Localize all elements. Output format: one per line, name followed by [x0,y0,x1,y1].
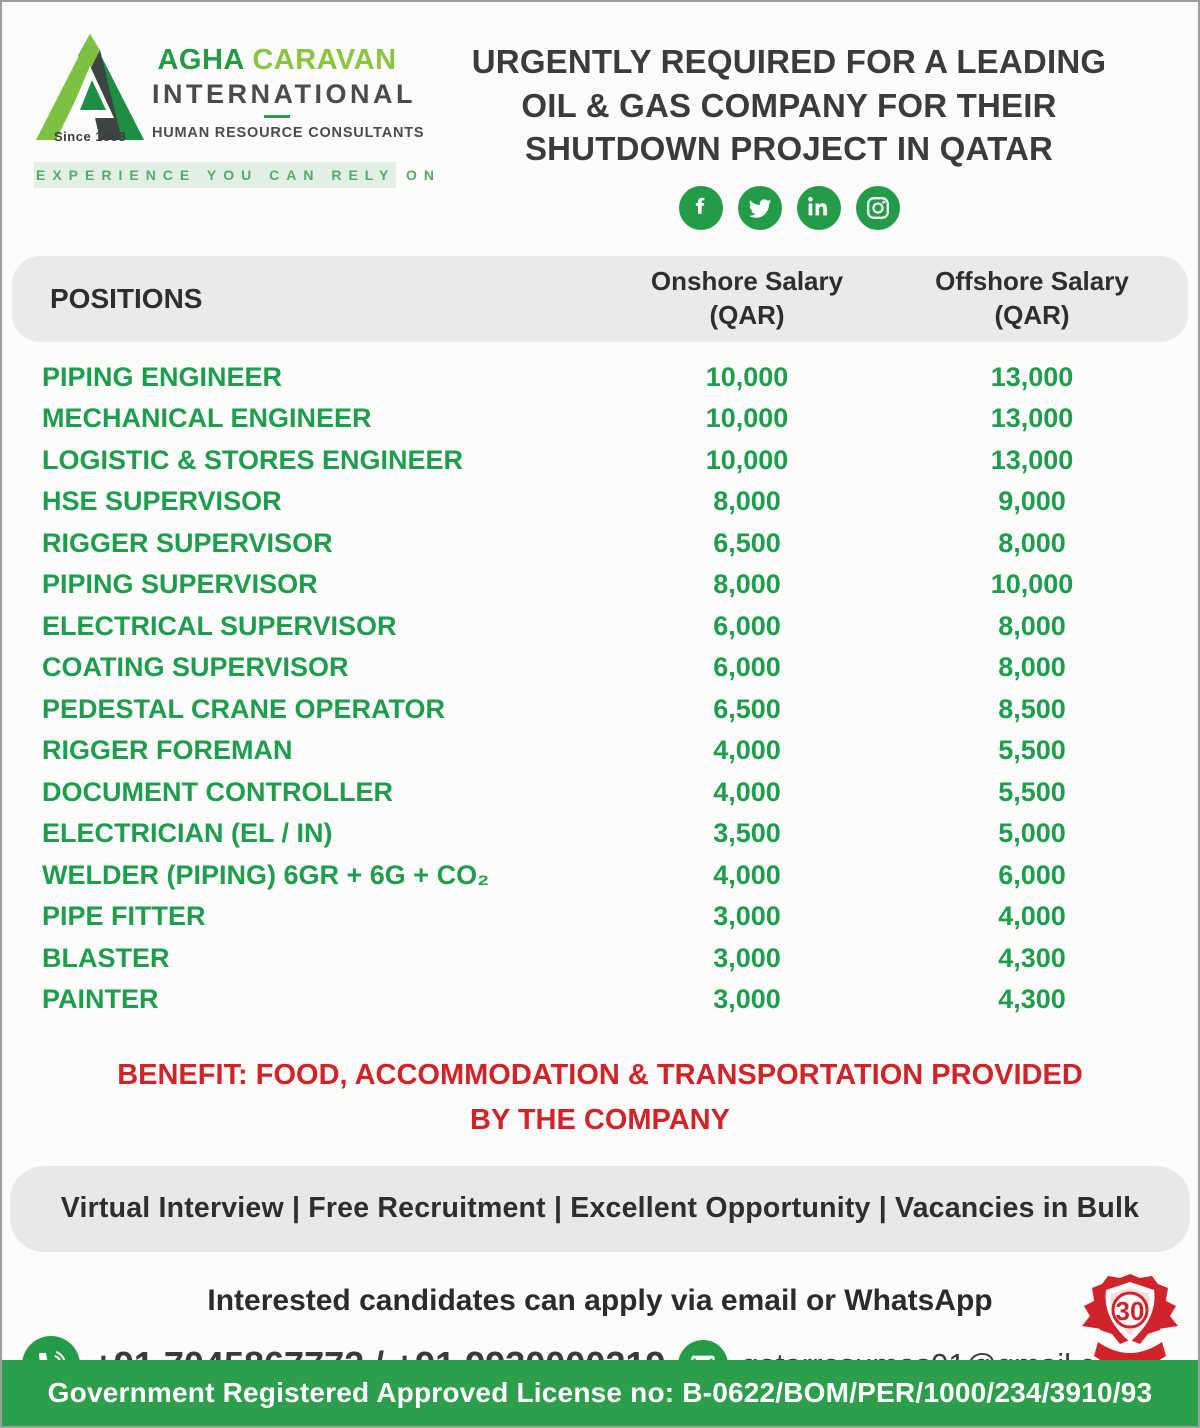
position-cell: PEDESTAL CRANE OPERATOR [42,693,446,724]
positions-table-body [12,357,1188,1021]
benefit-text [2,1053,1198,1143]
brand-logo-row [34,32,425,154]
table-header-onshore-line1: Onshore Salary [650,265,844,296]
position-cell: HSE SUPERVISOR [42,486,282,517]
position-cell: ELECTRICIAN (EL / IN) [42,818,333,849]
table-row [12,523,1188,565]
onshore-salary-cell: 6,000 [713,652,781,683]
onshore-salary-cell: 4,000 [713,859,781,890]
title-block [406,32,1172,230]
license-bar: Government Registered Approved License no: B-0622/BOM/PER/1000/234/3910/93 [2,1360,1198,1426]
apply-instruction: Interested candidates can apply via email or WhatsApp [207,1283,993,1317]
position-cell: DOCUMENT CONTROLLER [42,776,393,807]
onshore-salary-cell: 8,000 [713,569,781,600]
onshore-salary-cell: 10,000 [705,361,789,392]
table-row [12,647,1188,689]
table-header-offshore [882,265,1182,333]
position-cell: COATING SUPERVISOR [42,652,349,683]
position-cell: PIPING SUPERVISOR [42,569,318,600]
table-row [12,730,1188,772]
onshore-salary-cell: 3,000 [713,901,781,932]
brand-logo [34,32,442,230]
apply-section [2,1283,1198,1326]
position-cell: LOGISTIC & STORES ENGINEER [42,444,464,475]
offshore-salary-cell: 6,000 [998,859,1066,890]
position-cell: ELECTRICAL SUPERVISOR [42,610,397,641]
highlights-bar: Virtual Interview | Free Recruitment | Excellent Opportunity | Vacancies in Bulk [10,1166,1190,1252]
table-row [12,772,1188,814]
brand-slogan: EXPERIENCE YOU CAN RELY ON [34,162,396,188]
table-row [12,606,1188,648]
offshore-salary-cell: 5,500 [998,735,1066,766]
svg-text:30: 30 [1115,1295,1145,1326]
offshore-salary-cell: 8,000 [998,610,1066,641]
offshore-salary-cell: 13,000 [990,361,1074,392]
offshore-salary-cell: 5,000 [998,818,1066,849]
onshore-salary-cell: 6,500 [713,527,781,558]
table-header [12,256,1188,342]
page-title-line3: SHUTDOWN PROJECT IN QATAR [524,130,1054,168]
instagram-icon[interactable] [856,186,900,230]
position-cell: RIGGER FOREMAN [42,735,293,766]
facebook-icon[interactable] [679,186,723,230]
onshore-salary-cell: 8,000 [713,486,781,517]
offshore-salary-cell: 8,500 [998,693,1066,724]
table-header-offshore-line2: (QAR) [994,299,1070,330]
offshore-salary-cell: 13,000 [990,403,1074,434]
offshore-salary-cell: 8,000 [998,527,1066,558]
onshore-salary-cell: 3,500 [713,818,781,849]
twitter-icon[interactable] [738,186,782,230]
page-title-line2: OIL & GAS COMPANY FOR THEIR [521,86,1057,124]
table-header-onshore [612,265,882,333]
benefit-line1: BENEFIT: FOOD, ACCOMMODATION & TRANSPORTATION PROVIDED [117,1058,1083,1091]
table-row [12,398,1188,440]
offshore-salary-cell: 10,000 [990,569,1074,600]
position-cell: PIPE FITTER [42,901,206,932]
brand-divider [264,115,290,118]
offshore-salary-cell: 4,300 [998,942,1066,973]
offshore-salary-cell: 13,000 [990,444,1074,475]
table-row [12,896,1188,938]
brand-name [152,44,402,77]
brand-name-primary: AGHA [157,44,244,76]
position-cell: PIPING ENGINEER [42,361,283,392]
table-row [12,938,1188,980]
benefit-line2: BY THE COMPANY [470,1103,730,1136]
position-cell: BLASTER [42,942,170,973]
brand-division: HUMAN RESOURCE CONSULTANTS [152,125,425,141]
since-label: Since 1993 [54,129,127,144]
brand-name-line2: INTERNATIONAL [152,79,416,109]
triangle-logo-icon [34,32,146,154]
position-cell: RIGGER SUPERVISOR [42,527,333,558]
table-row [12,564,1188,606]
table-row [12,979,1188,1021]
onshore-salary-cell: 10,000 [705,444,789,475]
position-cell: WELDER (PIPING) 6GR + 6G + CO₂ [42,859,490,890]
offshore-salary-cell: 4,000 [998,901,1066,932]
table-row [12,357,1188,399]
onshore-salary-cell: 4,000 [713,735,781,766]
table-header-offshore-line1: Offshore Salary [935,265,1129,296]
table-row [12,855,1188,897]
position-cell: MECHANICAL ENGINEER [42,403,372,434]
onshore-salary-cell: 3,000 [713,942,781,973]
brand-logo-text [152,32,425,141]
brand-name-secondary: CARAVAN [252,44,397,76]
onshore-salary-cell: 6,500 [713,693,781,724]
onshore-salary-cell: 10,000 [705,403,789,434]
table-row [12,813,1188,855]
onshore-salary-cell: 6,000 [713,610,781,641]
table-row [12,440,1188,482]
offshore-salary-cell: 5,500 [998,776,1066,807]
header [2,2,1198,230]
page-title [406,40,1172,171]
table-header-onshore-line2: (QAR) [709,299,785,330]
table-header-positions: POSITIONS [50,282,203,314]
linkedin-icon[interactable] [797,186,841,230]
offshore-salary-cell: 8,000 [998,652,1066,683]
table-row [12,689,1188,731]
table-row [12,481,1188,523]
position-cell: PAINTER [42,984,159,1015]
onshore-salary-cell: 3,000 [713,984,781,1015]
page-title-line1: URGENTLY REQUIRED FOR A LEADING [471,43,1107,80]
onshore-salary-cell: 4,000 [713,776,781,807]
offshore-salary-cell: 4,300 [998,984,1066,1015]
offshore-salary-cell: 9,000 [998,486,1066,517]
social-icons-row [406,186,1172,230]
